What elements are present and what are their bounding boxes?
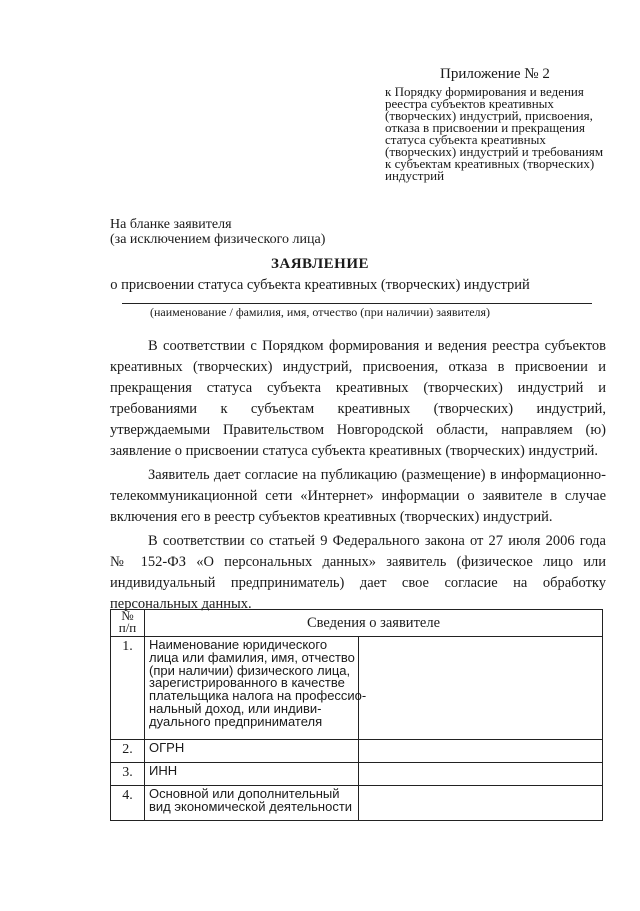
document-body	[110, 336, 606, 618]
row-value-field[interactable]	[359, 763, 603, 786]
row-value-field[interactable]	[359, 786, 603, 821]
row-number: 3.	[111, 763, 145, 786]
row-label	[145, 740, 359, 763]
row-label-line: Основной или дополнительный	[149, 786, 340, 801]
row-label	[145, 763, 359, 786]
row-number: 1.	[111, 637, 145, 740]
appendix-line: реестра субъектов креативных	[385, 96, 554, 111]
header-num-line: №	[121, 608, 134, 623]
applicant-name-line	[122, 303, 592, 304]
row-value-field[interactable]	[359, 740, 603, 763]
table-header-title: Сведения о заявителе	[145, 610, 603, 637]
header-num-line: п/п	[118, 620, 137, 635]
row-label-line: ИНН	[149, 763, 178, 778]
paragraph: Заявитель дает согласие на публикацию (размещение) в информационно-телекоммуникационной сети «Интернет» информации о заявителе в случае включения его в реестр субъектов креативных (творческих) индустрий.	[110, 467, 606, 525]
appendix-line: к субъектам креативных (творческих)	[385, 156, 595, 171]
table-row	[111, 637, 603, 740]
table-header-number	[111, 610, 145, 637]
applicant-name-caption: (наименование / фамилия, имя, отчество (при наличии) заявителя)	[149, 305, 491, 319]
row-label-line: Наименование юридического	[149, 637, 328, 652]
row-number: 2.	[111, 740, 145, 763]
table-header-row	[111, 610, 603, 637]
row-label	[145, 786, 359, 821]
table-row	[111, 763, 603, 786]
row-label-line: (при наличии) физического лица,	[149, 662, 351, 678]
appendix-line: (творческих) индустрий и требованиям	[385, 144, 604, 159]
row-value-field[interactable]	[359, 637, 603, 740]
document-title: ЗАЯВЛЕНИЕ	[270, 256, 370, 272]
row-label-line: лица или фамилия, имя, отчество	[149, 649, 355, 665]
row-label-line: вид экономической деятельности	[149, 798, 353, 814]
paragraph: В соответствии с Порядком формирования и ведения реестра субъектов креативных (творческих) индустрий, присвоения, отказа в присвоении и прекращения статуса субъекта креативных (творческих) индустрий и требованиями к субъектам креативных (творческих) индустрий, утверждаемыми Правительством Новгородской области, направляем (ю) заявление о присвоении статуса субъекта креативных (творческих) индустрий.	[110, 338, 606, 459]
row-label-line: плательщика налога на профессио-	[149, 688, 367, 704]
applicant-info-table	[110, 609, 603, 821]
appendix-line: индустрий	[385, 168, 445, 183]
table-row	[111, 740, 603, 763]
appendix-reference	[385, 86, 615, 182]
table-row	[111, 786, 603, 821]
appendix-line: (творческих) индустрий, присвоения,	[385, 108, 593, 123]
row-label-line: зарегистрированного в качестве	[149, 675, 345, 691]
row-label-line: дуального предпринимателя	[149, 713, 323, 729]
letterhead-note-line: (за исключением физического лица)	[110, 232, 326, 247]
appendix-line: отказа в присвоении и прекращения	[385, 120, 585, 135]
appendix-line: статуса субъекта креативных	[385, 132, 546, 147]
letterhead-note-line: На бланке заявителя	[110, 217, 232, 232]
appendix-title: Приложение № 2	[440, 66, 550, 82]
paragraph: В соответствии со статьей 9 Федерального закона от 27 июля 2006 года № 152-ФЗ «О персональных данных» заявитель (физическое лицо или индивидуальный предприниматель) дает свое согласие на обработку персональных данных.	[110, 533, 606, 612]
row-label-line: нальный доход, или индиви-	[149, 700, 322, 716]
row-label	[145, 637, 367, 740]
letterhead-note	[110, 217, 325, 247]
row-number: 4.	[111, 786, 145, 821]
document-subtitle: о присвоении статуса субъекта креативных (творческих) индустрий	[110, 277, 530, 293]
row-label-line: ОГРН	[149, 740, 185, 755]
appendix-line: к Порядку формирования и ведения	[385, 84, 584, 99]
